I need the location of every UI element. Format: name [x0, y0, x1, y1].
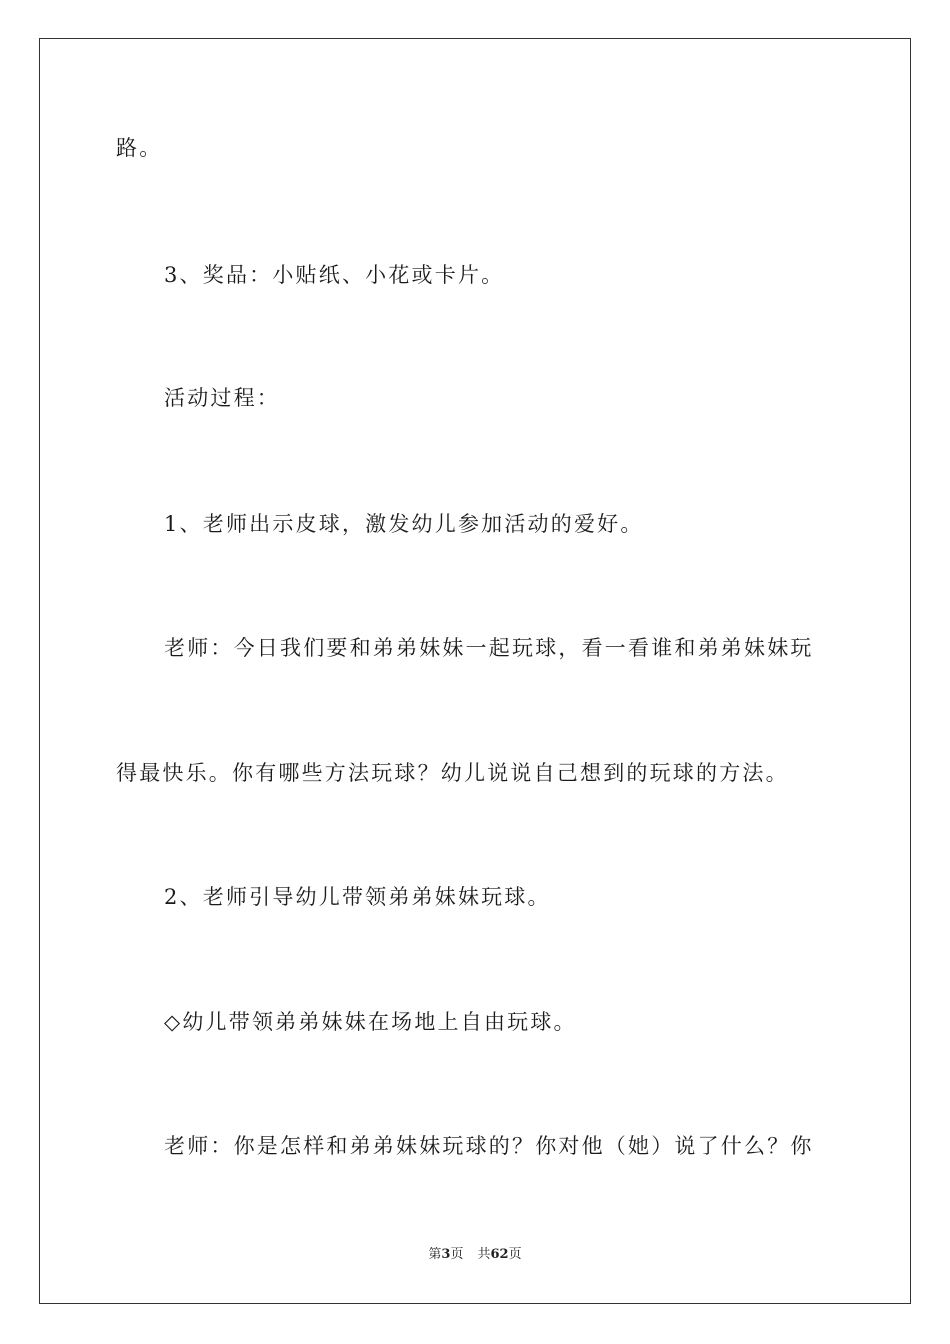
text-line-8: ◇幼儿带领弟弟妹妹在场地上自由玩球。: [164, 1010, 577, 1034]
text-line-2: 3、奖品：小贴纸、小花或卡片。: [164, 263, 505, 287]
footer-total-suffix: 页: [508, 1247, 522, 1262]
footer-page-number: 3: [441, 1247, 451, 1262]
footer-page-suffix: 页: [450, 1247, 464, 1262]
page-border: [39, 38, 911, 1304]
footer-page-prefix: 第: [428, 1247, 442, 1262]
page-footer: [0, 1246, 950, 1264]
text-line-6: 得最快乐。你有哪些方法玩球？幼儿说说自己想到的玩球的方法。: [116, 761, 789, 785]
text-line-9: 老师：你是怎样和弟弟妹妹玩球的？你对他（她）说了什么？你: [164, 1134, 814, 1158]
text-line-7: 2、老师引导幼儿带领弟弟妹妹玩球。: [164, 885, 551, 909]
text-line-5: 老师：今日我们要和弟弟妹妹一起玩球，看一看谁和弟弟妹妹玩: [164, 636, 814, 660]
footer-total-prefix: 共: [477, 1247, 491, 1262]
text-line-4: 1、老师出示皮球，激发幼儿参加活动的爱好。: [164, 512, 644, 536]
text-line-3: 活动过程：: [164, 386, 280, 410]
text-line-1: 路。: [116, 136, 163, 160]
footer-total-pages: 62: [490, 1247, 509, 1262]
